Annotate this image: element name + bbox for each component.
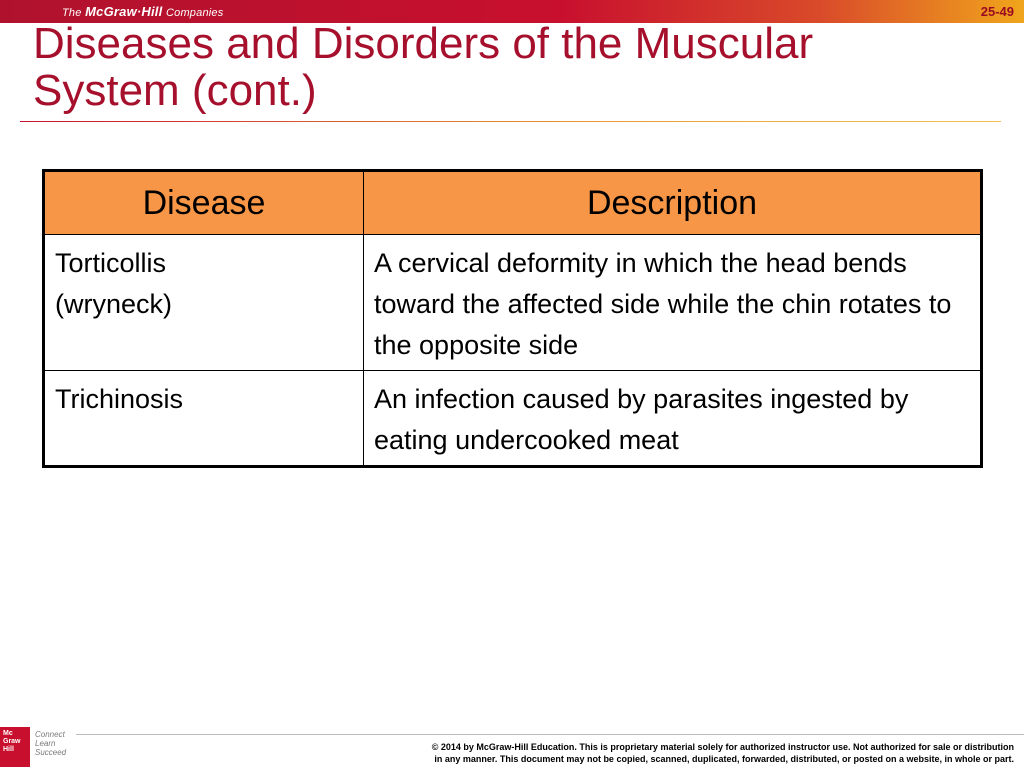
slide-title: [33, 20, 993, 114]
description-cell: An infection caused by parasites ingested by eating undercooked meat: [364, 371, 982, 467]
disease-cell: [44, 235, 364, 371]
slide-title-line2: System (cont.): [33, 66, 317, 115]
table-header-row: [44, 171, 982, 235]
disease-table: [42, 169, 983, 468]
slide-number: 25-49: [980, 4, 1014, 19]
disease-name: Torticollis: [55, 248, 167, 278]
brand-companies: Companies: [165, 7, 224, 19]
logo-line-2: Graw: [3, 738, 21, 745]
brand-name: McGraw·Hill: [85, 4, 163, 19]
copyright-notice: [254, 741, 1014, 765]
logo-line-1: Mc: [3, 730, 13, 737]
column-header-description: Description: [364, 171, 982, 235]
publisher-brand: [62, 4, 223, 19]
tagline-connect: Connect: [35, 730, 65, 739]
copyright-line1: © 2014 by McGraw-Hill Education. This is proprietary material solely for authorized instructor use. Not authorized for sale or distribution: [431, 742, 1014, 752]
logo-line-3: Hill: [3, 746, 14, 753]
title-divider: [20, 121, 1001, 122]
footer-divider: [76, 734, 1024, 735]
table-row: [44, 371, 982, 467]
table-row: [44, 235, 982, 371]
mcgraw-hill-logo: [0, 727, 30, 767]
brand-the: The: [62, 7, 82, 19]
description-cell: A cervical deformity in which the head bends toward the affected side while the chin rotates to the opposite side: [364, 235, 982, 371]
slide-title-line1: Diseases and Disorders of the Muscular: [33, 19, 814, 68]
column-header-disease: Disease: [44, 171, 364, 235]
disease-cell: [44, 371, 364, 467]
disease-name: Trichinosis: [55, 384, 184, 414]
disease-alias: (wryneck): [55, 289, 173, 319]
copyright-line2: in any manner. This document may not be copied, scanned, duplicated, forwarded, distributed, or posted on a website, in whole or part.: [434, 754, 1014, 764]
tagline-learn: Learn: [35, 739, 56, 748]
tagline-succeed: Succeed: [35, 748, 67, 757]
tagline: [35, 730, 66, 757]
